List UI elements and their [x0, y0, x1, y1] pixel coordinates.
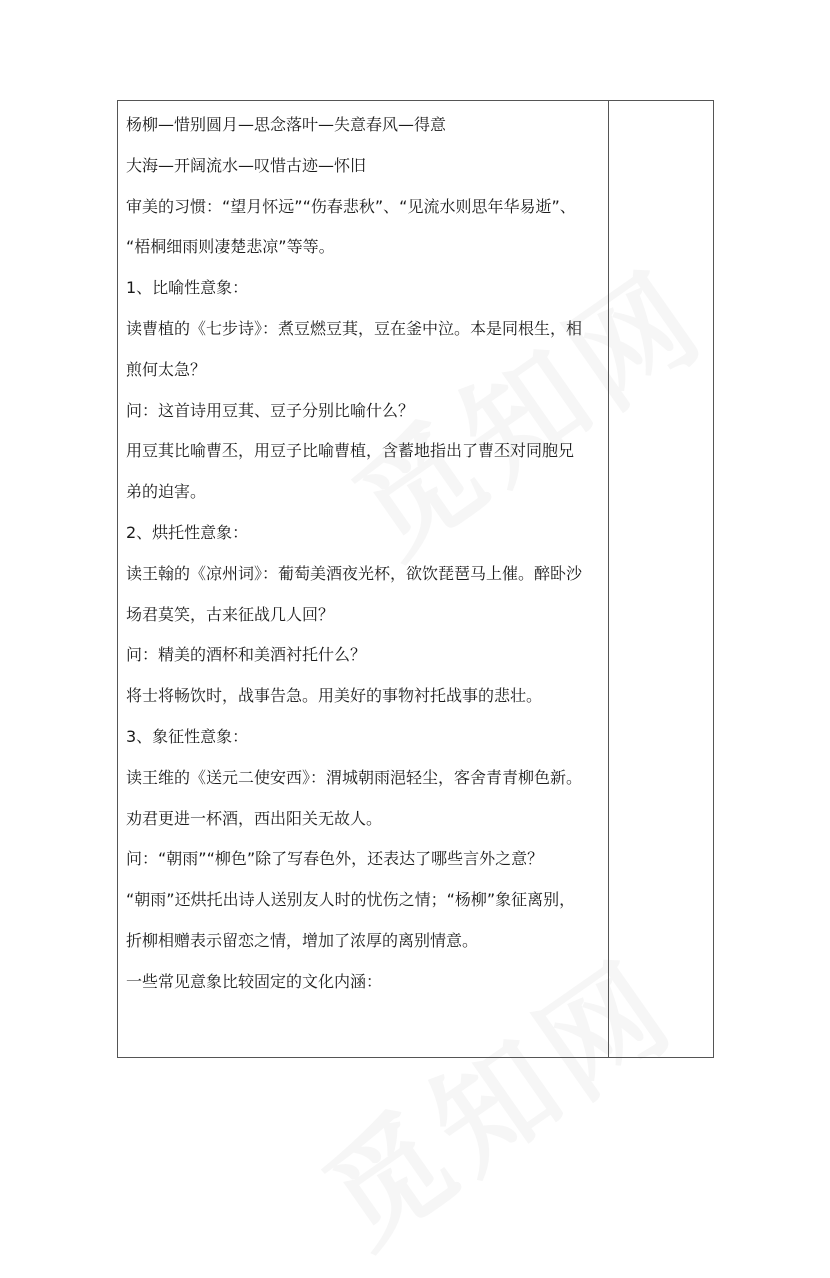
answer-line: 用豆萁比喻曹丕，用豆子比喻曹植，含蓄地指出了曹丕对同胞兄: [126, 441, 575, 461]
paragraph-line: 劝君更进一杯酒，西出阳关无故人。: [126, 808, 383, 828]
paragraph-line: 审美的习惯：“望月怀远”“伤春悲秋”、“见流水则思年华易逝”、: [126, 196, 576, 216]
paragraph-line: 杨柳—惜别圆月—思念落叶—失意春风—得意: [126, 115, 447, 134]
question-line: 问：“朝雨”“柳色”除了写春色外，还表达了哪些言外之意？: [126, 849, 544, 869]
question-line: 问：这首诗用豆萁、豆子分别比喻什么？: [126, 400, 415, 420]
main-content-cell: [118, 101, 609, 1058]
paragraph-line: 场君莫笑，古来征战几人回？: [126, 604, 335, 624]
answer-line: 弟的迫害。: [126, 482, 207, 502]
paragraph-line: 煎何太急？: [126, 359, 207, 379]
paragraph-line: 一些常见意象比较固定的文化内涵：: [126, 971, 383, 991]
paragraph-line: 大海—开阔流水—叹惜古迹—怀旧: [126, 155, 367, 175]
section-heading: 3、象征性意象：: [126, 726, 249, 746]
answer-line: 折柳相赠表示留恋之情，增加了浓厚的离别情意。: [126, 930, 479, 950]
paragraph-line: 读王维的《送元二使安西》：渭城朝雨浥轻尘，客舍青青柳色新。: [126, 767, 583, 787]
question-line: 问：精美的酒杯和美酒衬托什么？: [126, 645, 367, 665]
text-content: [118, 101, 608, 1003]
answer-line: 将士将畅饮时，战事告急。用美好的事物衬托战事的悲壮。: [126, 686, 543, 706]
document-table: [117, 100, 714, 1058]
answer-line: “朝雨”还烘托出诗人送别友人时的忧伤之情；“杨柳”象征离别，: [126, 890, 576, 910]
paragraph-line: “梧桐细雨则凄楚悲凉”等等。: [126, 237, 335, 257]
section-heading: 1、比喻性意象：: [126, 278, 249, 298]
paragraph-line: 读王翰的《凉州词》：葡萄美酒夜光杯，欲饮琵琶马上催。醉卧沙: [126, 563, 583, 583]
side-notes-cell: [608, 101, 713, 1058]
paragraph-line: 读曹植的《七步诗》：煮豆燃豆萁，豆在釜中泣。本是同根生，相: [126, 318, 583, 338]
section-heading: 2、烘托性意象：: [126, 522, 249, 542]
